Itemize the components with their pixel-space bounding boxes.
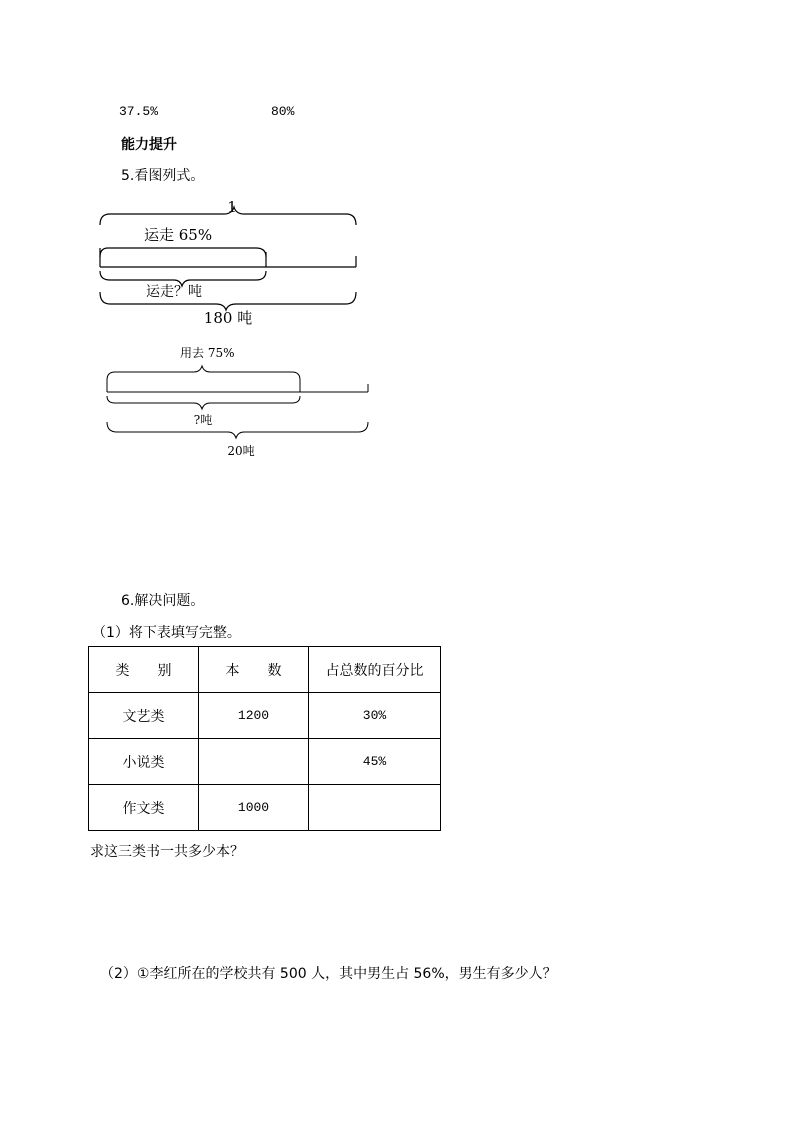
table-cell-category: 作文类 <box>89 785 199 831</box>
table-header: 本 数 <box>199 647 309 693</box>
brace-part <box>100 248 266 257</box>
brace-whole <box>100 292 356 310</box>
label-unknown: ?吨 <box>193 413 213 427</box>
table-cell-count: 1000 <box>199 785 309 831</box>
table-cell-percent-blank[interactable] <box>309 785 441 831</box>
table-row <box>89 785 441 831</box>
table-cell-percent: 30% <box>309 693 441 739</box>
subquestion-1: （1）将下表填写完整。 <box>92 625 241 641</box>
table-cell-category: 小说类 <box>89 739 199 785</box>
brace-unknown <box>107 396 300 409</box>
label-unknown: 运走？吨 <box>146 284 202 300</box>
label-part: 用去 75% <box>180 346 235 360</box>
question-ask: 求这三类书一共多少本？ <box>90 844 244 860</box>
question-6-title: 6.解决问题。 <box>121 593 205 609</box>
subquestion-2: （2）①李红所在的学校共有 500 人，其中男生占 56%，男生有多少人？ <box>100 966 557 982</box>
table-row <box>89 693 441 739</box>
table-row <box>89 739 441 785</box>
brace-whole <box>107 422 368 438</box>
label-whole: 20吨 <box>227 444 255 458</box>
answer-value: 37.5% <box>119 104 159 119</box>
label-whole: 180 吨 <box>203 309 253 327</box>
table-header: 占总数的百分比 <box>309 647 441 693</box>
brace-part <box>107 366 300 380</box>
book-category-table <box>88 646 441 831</box>
question-5-title: 5.看图列式。 <box>121 168 205 184</box>
label-total: 1 <box>227 198 237 216</box>
figure-1-segment-diagram <box>96 196 366 331</box>
table-cell-category: 文艺类 <box>89 693 199 739</box>
table-cell-percent: 45% <box>309 739 441 785</box>
table-header: 类 别 <box>89 647 199 693</box>
table-cell-count: 1200 <box>199 693 309 739</box>
table-cell-count-blank[interactable] <box>199 739 309 785</box>
section-title: 能力提升 <box>121 137 177 153</box>
answer-value: 80% <box>271 104 295 119</box>
label-part: 运走 65% <box>144 226 213 244</box>
table-header-row <box>89 647 441 693</box>
figure-2-segment-diagram <box>100 340 375 465</box>
